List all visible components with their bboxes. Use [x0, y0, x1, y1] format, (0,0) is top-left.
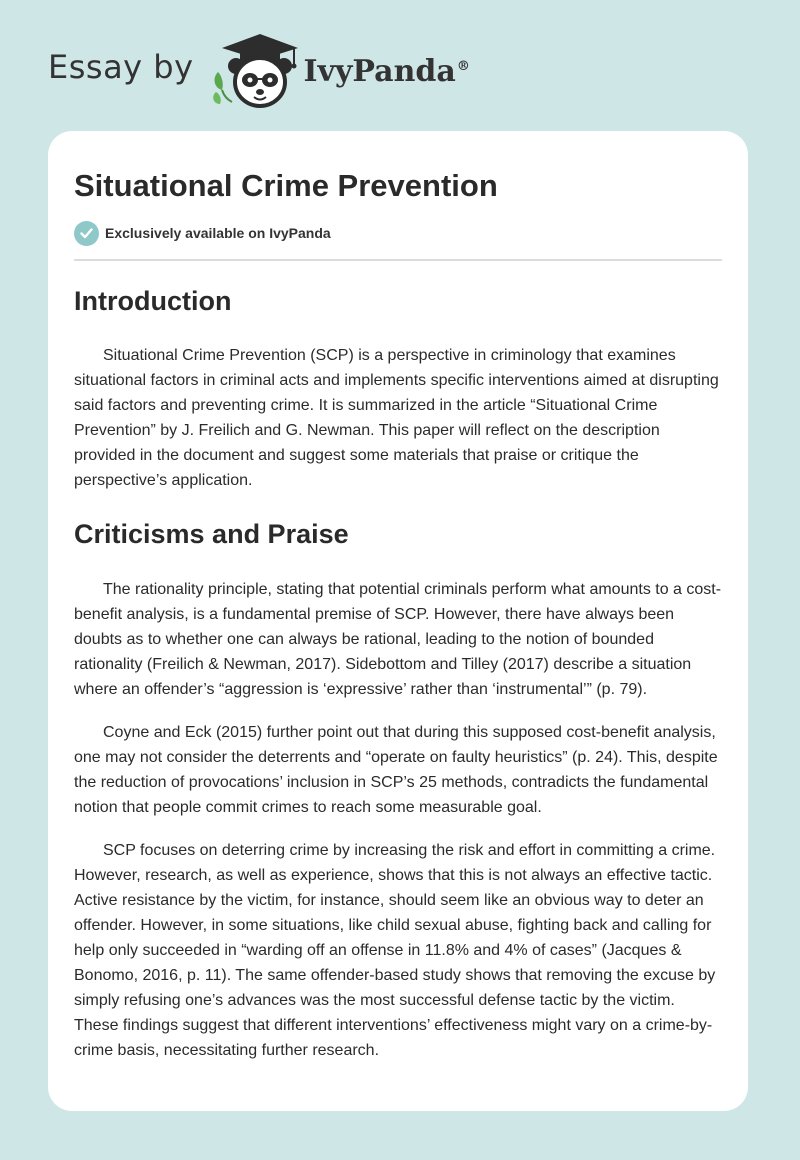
panda-graduate-icon [210, 30, 302, 110]
criticism-paragraph-1: The rationality principle, stating that potential criminals perform what amounts to a cost-benefit analysis, is a fundamental premise of SCP. However, there have always been doubts as to whether one can always be rational, leading to the notion of bounded rationality (Freilich & Newman, 2017). Sidebottom and Tilley (2017) describe a situation where an offender’s “aggression is ‘expressive’ rather than ‘instrumental’” (p. 79). [74, 581, 722, 698]
essay-card [48, 131, 748, 1111]
exclusive-label: Exclusively available on IvyPanda [105, 225, 331, 241]
essay-title: Situational Crime Prevention [74, 168, 498, 203]
brand-prefix: Essay by [48, 48, 194, 86]
brand-header[interactable] [48, 30, 470, 110]
section-heading-introduction: Introduction [74, 286, 232, 316]
section-heading-criticisms: Criticisms and Praise [74, 519, 349, 549]
ivy-leaf-icon [213, 72, 232, 104]
criticism-paragraph-3: SCP focuses on deterring crime by increasing the risk and effort in committing a crime. However, research, as well as experience, shows that this is not always an effective tactic. Active resistance by the victim, for instance, should seem like an obvious way to deter an offender. However, in some situations, like child sexual abuse, fighting back and calling for help only succeeded in “warding off an offense in 11.8% and 4% of cases” (Jacques & Bonomo, 2016, p. 11). The same offender-based study shows that removing the excuse by simply refusing one’s advances was the most successful defense tactic by the victim. These findings suggest that different interventions’ effectiveness might vary on a crime-by-crime basis, necessitating further research. [74, 842, 716, 1059]
brand-name: IvyPanda® [303, 53, 470, 89]
criticism-paragraph-2: Coyne and Eck (2015) further point out that during this supposed cost-benefit analysis, one may not consider the deterrents and “operate on faulty heuristics” (p. 24). This, despite the reduction of provocations’ inclusion in SCP’s 25 methods, contradicts the fundamental notion that people commit crimes to reach some measurable goal. [74, 724, 718, 816]
intro-paragraph: Situational Crime Prevention (SCP) is a perspective in criminology that examines situational factors in criminal acts and implements specific interventions aimed at disrupting said factors and preventing crime. It is summarized in the article “Situational Crime Prevention” by J. Freilich and G. Newman. This paper will reflect on the description provided in the document and suggest some materials that praise or critique the perspective’s application. [74, 347, 719, 489]
check-icon [74, 221, 99, 246]
registered-mark: ® [456, 58, 470, 74]
divider [74, 259, 722, 261]
exclusive-badge [74, 220, 722, 246]
